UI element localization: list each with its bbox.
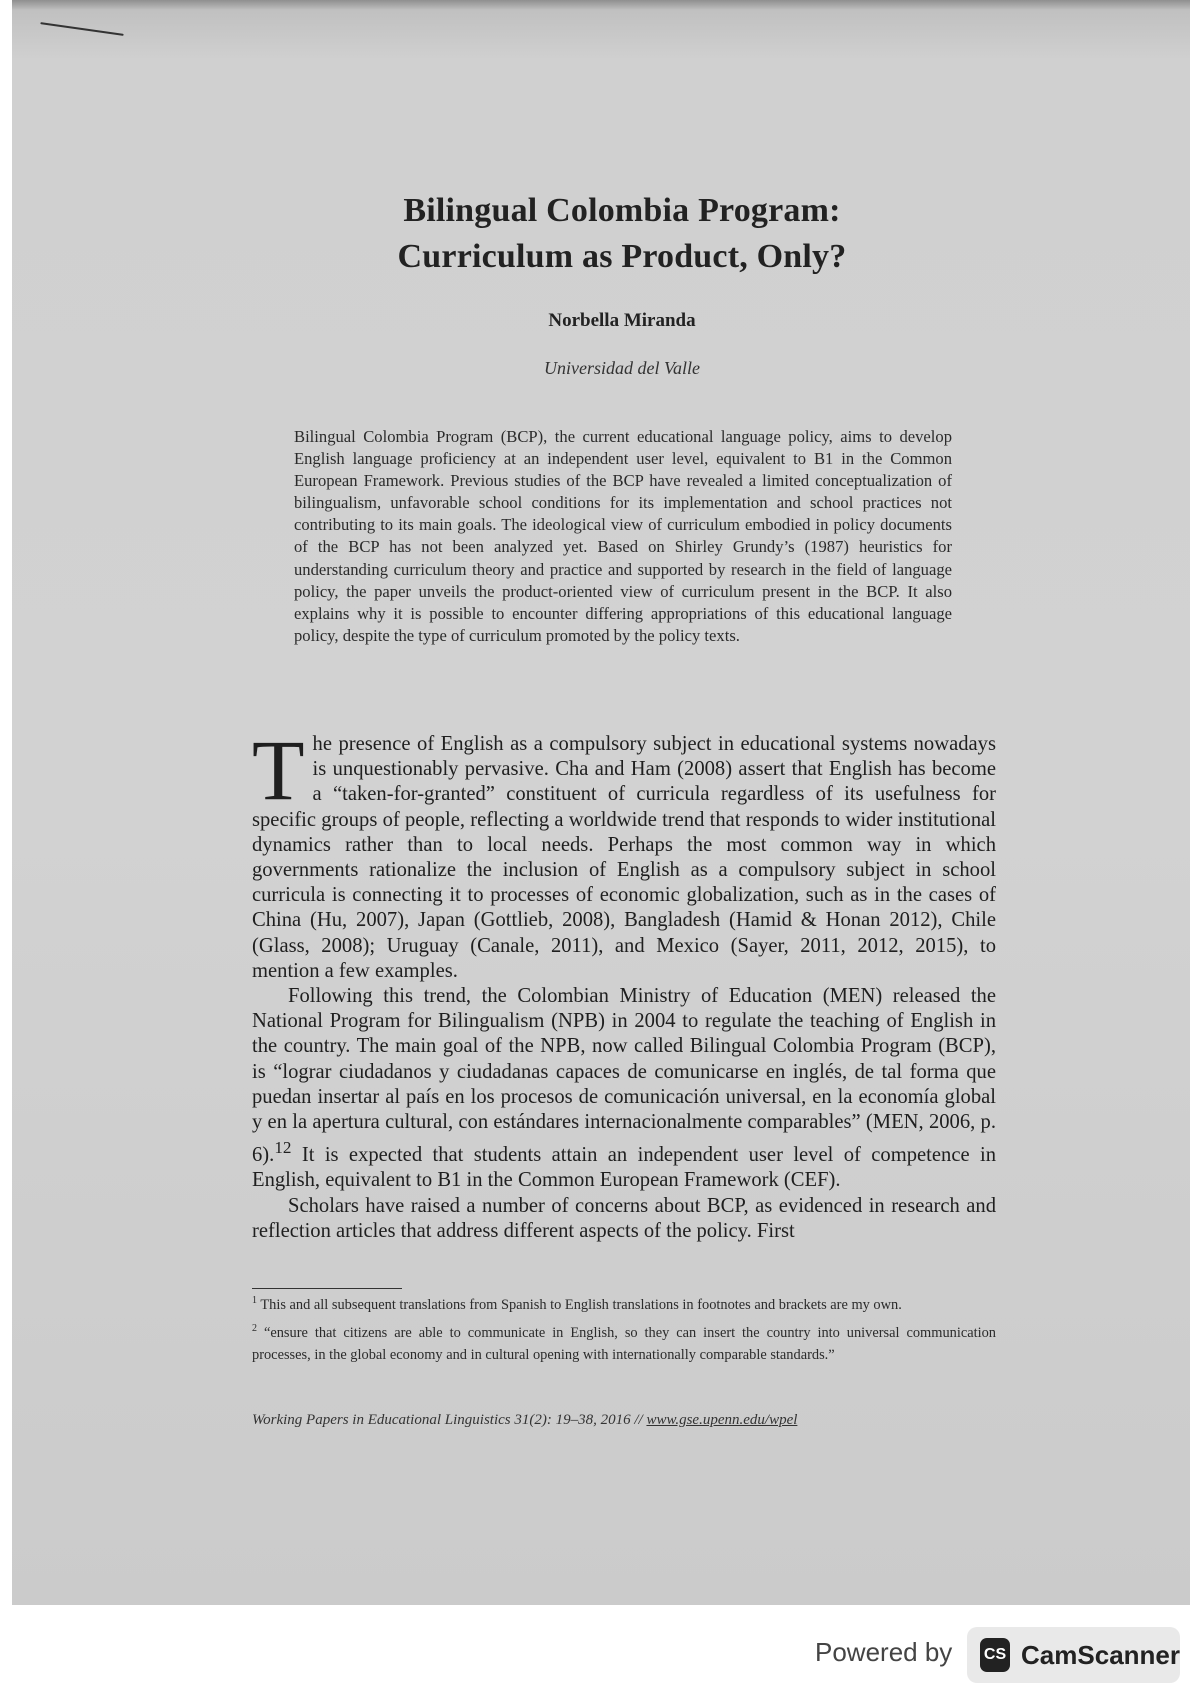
paragraph-3: Scholars have raised a number of concerns about BCP, as evidenced in research and reflection articles that address different aspects of the policy. First: [252, 1194, 996, 1242]
scanned-page: [12, 0, 1190, 1605]
powered-by-label: Powered by: [815, 1637, 953, 1667]
paragraph-2: [252, 984, 996, 1193]
footnote-text: This and all subsequent translations from Spanish to English translations in footnotes and brackets are my own.: [260, 1296, 902, 1313]
body-text: [252, 722, 996, 1244]
paragraph-1-text: he presence of English as a compulsory subject in educational systems nowadays is unquestionably pervasive. Cha and Ham (2008) assert that English has become a “taken-for-granted” constituent of curricula regardless of its usefulness for specific groups of people, reflecting a worldwide trend that responds to wider institutional dynamics rather than to local needs. Perhaps the most common way in which governments rationalize the inclusion of English as a compulsory subject in school curricula is connecting it to processes of economic globalization, such as in the cases of China (Hu, 2007), Japan (Gottlieb, 2008), Bangladesh (Hamid & Honan 2012), Chile (Glass, 2008); Uruguay (Canale, 2011), and Mexico (Sayer, 2011, 2012, 2015), to mention a few examples.: [252, 733, 996, 982]
paragraph-2-text: Following this trend, the Colombian Ministry of Education (MEN) released the National Program for Bilingualism (NPB) in 2004 to regulate the teaching of English in the country. The main goal of the NPB, now called Bilingual Colombia Program (BCP), is “lograr ciudadanos y ciudadanas capaces de comunicarse en inglés, de tal forma que puedan insertar al país en los procesos de comunicación universal, en la economía global y en la apertura cultural, con estándares internacionalmente comparables” (MEN, 2006, p. 6).: [252, 985, 996, 1167]
paragraph-2-tail: It is expected that students attain an independent user level of competence in English, equivalent to B1 in the Common European Framework (CEF).: [252, 1144, 996, 1192]
footnote-2: [252, 1318, 996, 1366]
page-top-shadow: [12, 0, 1190, 10]
camscanner-brand: CamScanner: [1021, 1639, 1180, 1670]
title-line-2: Curriculum as Product, Only?: [397, 238, 847, 275]
footnote-ref: 12: [274, 1138, 292, 1158]
camscanner-logo-icon: CS: [980, 1638, 1010, 1672]
author-name: Norbella Miranda: [548, 310, 696, 331]
pen-mark: [40, 22, 123, 36]
paper-title: [262, 188, 982, 280]
footnote-mark: 1: [252, 1295, 257, 1306]
drop-cap: T: [252, 722, 305, 818]
journal-citation: [252, 1412, 996, 1429]
footnote-divider: [252, 1288, 402, 1289]
journal-line: Working Papers in Educational Linguistics 31(2): 19–38, 2016 //: [252, 1412, 647, 1428]
footnote-1: [252, 1290, 996, 1316]
journal-link[interactable]: www.gse.upenn.edu/wpel: [646, 1412, 798, 1428]
camscanner-badge: [967, 1627, 1180, 1683]
footnote-mark: 2: [252, 1323, 257, 1335]
abstract: Bilingual Colombia Program (BCP), the current educational language policy, aims to develop English language proficiency at an independent user level, equivalent to B1 in the Common European Framework. Previous studies of the BCP have revealed a limited conceptualization of bilingualism, unfavorable school conditions for its implementation and school practices not contributing to its main goals. The ideological view of curriculum embodied in policy documents of the BCP has not been analyzed yet. Based on Shirley Grundy’s (1987) heuristics for understanding curriculum theory and practice and supported by research in the field of language policy, the paper unveils the product-oriented view of curriculum present in the BCP. It also explains why it is possible to encounter differing appropriations of this educational language policy, despite the type of curriculum promoted by the policy texts.: [294, 427, 952, 645]
title-line-1: Bilingual Colombia Program:: [403, 192, 841, 229]
footnote-text: “ensure that citizens are able to communicate in English, so they can insert the country into universal communication processes, in the global economy and in cultural opening with internationally comparable standards.”: [252, 1325, 996, 1363]
author-affiliation: Universidad del Valle: [544, 358, 700, 378]
footnotes: [252, 1290, 996, 1368]
paragraph-1: [252, 722, 996, 984]
